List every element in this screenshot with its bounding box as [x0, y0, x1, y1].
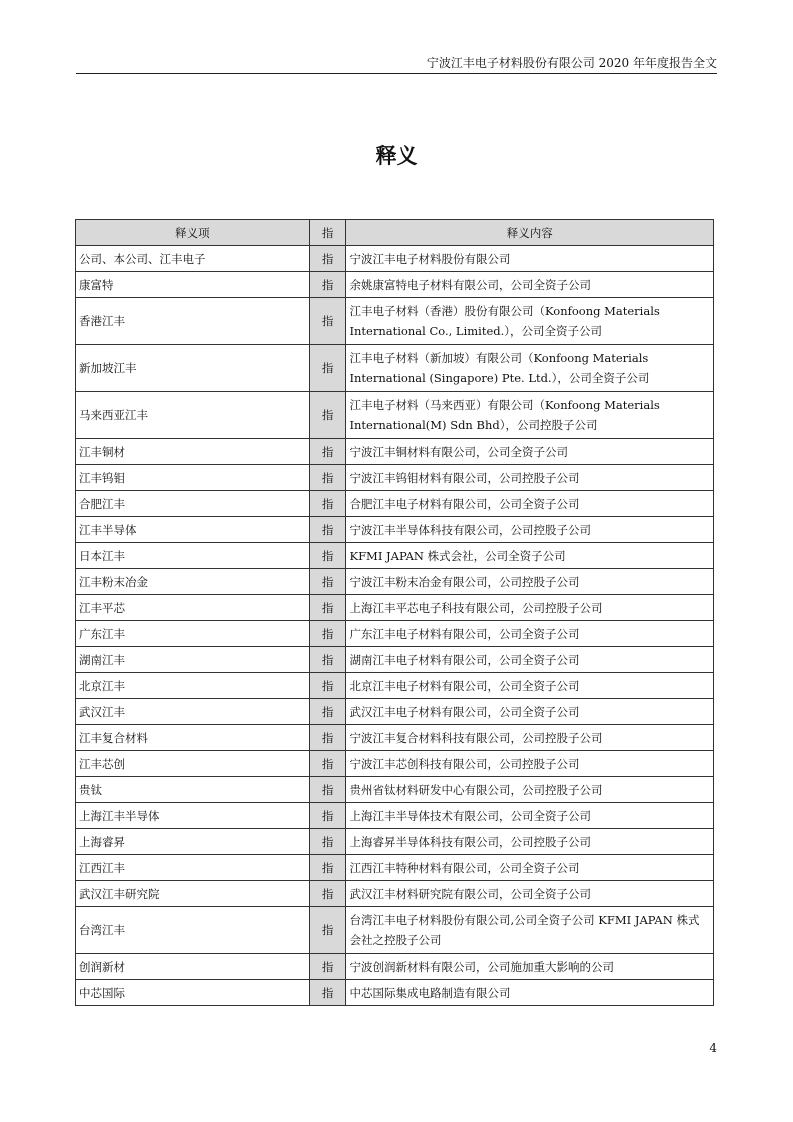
zhi-cell: 指	[309, 647, 346, 673]
definition-cell: 广东江丰电子材料有限公司，公司全资子公司	[346, 621, 714, 647]
term-cell: 江丰芯创	[76, 751, 310, 777]
definition-cell: 江丰电子材料（马来西亚）有限公司（Konfoong Materials International(M) Sdn Bhd），公司控股子公司	[346, 392, 714, 439]
term-cell: 日本江丰	[76, 543, 310, 569]
page-number: 4	[709, 1041, 717, 1055]
definition-cell: 宁波创润新材料有限公司，公司施加重大影响的公司	[346, 954, 714, 980]
term-cell: 武汉江丰研究院	[76, 881, 310, 907]
header-zhi: 指	[309, 220, 346, 246]
table-row	[76, 465, 714, 491]
definition-cell: 合肥江丰电子材料有限公司，公司全资子公司	[346, 491, 714, 517]
table-row	[76, 829, 714, 855]
zhi-cell: 指	[309, 491, 346, 517]
definition-cell: 中芯国际集成电路制造有限公司	[346, 980, 714, 1006]
definition-cell: 江丰电子材料（新加坡）有限公司（Konfoong Materials International (Singapore) Pte. Ltd.），公司全资子公司	[346, 345, 714, 392]
zhi-cell: 指	[309, 881, 346, 907]
table-row	[76, 439, 714, 465]
zhi-cell: 指	[309, 569, 346, 595]
term-cell: 中芯国际	[76, 980, 310, 1006]
zhi-cell: 指	[309, 699, 346, 725]
term-cell: 新加坡江丰	[76, 345, 310, 392]
table-row	[76, 803, 714, 829]
table-row	[76, 621, 714, 647]
running-header: 宁波江丰电子材料股份有限公司 2020 年年度报告全文	[426, 56, 717, 70]
table-row	[76, 907, 714, 954]
term-cell: 香港江丰	[76, 298, 310, 345]
term-cell: 江丰半导体	[76, 517, 310, 543]
term-cell: 江丰平芯	[76, 595, 310, 621]
term-cell: 上海江丰半导体	[76, 803, 310, 829]
table-row	[76, 246, 714, 272]
zhi-cell: 指	[309, 298, 346, 345]
definition-cell: 宁波江丰芯创科技有限公司，公司控股子公司	[346, 751, 714, 777]
definition-cell: 江西江丰特种材料有限公司，公司全资子公司	[346, 855, 714, 881]
definition-cell: 上海江丰平芯电子科技有限公司，公司控股子公司	[346, 595, 714, 621]
term-cell: 马来西亚江丰	[76, 392, 310, 439]
definition-cell: 余姚康富特电子材料有限公司，公司全资子公司	[346, 272, 714, 298]
definition-cell: KFMI JAPAN 株式会社，公司全资子公司	[346, 543, 714, 569]
term-cell: 公司、本公司、江丰电子	[76, 246, 310, 272]
term-cell: 台湾江丰	[76, 907, 310, 954]
term-cell: 合肥江丰	[76, 491, 310, 517]
table-row	[76, 647, 714, 673]
page-title: 释义	[375, 144, 418, 168]
zhi-cell: 指	[309, 725, 346, 751]
zhi-cell: 指	[309, 465, 346, 491]
table-row	[76, 491, 714, 517]
zhi-cell: 指	[309, 673, 346, 699]
definition-cell: 北京江丰电子材料有限公司，公司全资子公司	[346, 673, 714, 699]
term-cell: 北京江丰	[76, 673, 310, 699]
zhi-cell: 指	[309, 517, 346, 543]
table-header-row	[76, 220, 714, 246]
term-cell: 江丰铜材	[76, 439, 310, 465]
definition-cell: 宁波江丰半导体科技有限公司，公司控股子公司	[346, 517, 714, 543]
table-row	[76, 954, 714, 980]
table-row	[76, 392, 714, 439]
table-row	[76, 699, 714, 725]
term-cell: 江西江丰	[76, 855, 310, 881]
table-row	[76, 569, 714, 595]
table-row	[76, 777, 714, 803]
term-cell: 江丰复合材料	[76, 725, 310, 751]
zhi-cell: 指	[309, 980, 346, 1006]
zhi-cell: 指	[309, 345, 346, 392]
table-row	[76, 517, 714, 543]
table-row	[76, 751, 714, 777]
definition-cell: 台湾江丰电子材料股份有限公司,公司全资子公司 KFMI JAPAN 株式会社之控股子公司	[346, 907, 714, 954]
zhi-cell: 指	[309, 954, 346, 980]
table-row	[76, 345, 714, 392]
zhi-cell: 指	[309, 803, 346, 829]
header-definition: 释义内容	[346, 220, 714, 246]
term-cell: 广东江丰	[76, 621, 310, 647]
term-cell: 江丰钨钼	[76, 465, 310, 491]
zhi-cell: 指	[309, 855, 346, 881]
definition-cell: 宁波江丰电子材料股份有限公司	[346, 246, 714, 272]
table-row	[76, 595, 714, 621]
term-cell: 武汉江丰	[76, 699, 310, 725]
table-row	[76, 881, 714, 907]
header-rule	[76, 73, 717, 74]
definition-cell: 贵州省钛材料研发中心有限公司，公司控股子公司	[346, 777, 714, 803]
definition-cell: 宁波江丰铜材料有限公司，公司全资子公司	[346, 439, 714, 465]
zhi-cell: 指	[309, 246, 346, 272]
table-row	[76, 980, 714, 1006]
term-cell: 创润新材	[76, 954, 310, 980]
term-cell: 上海睿昇	[76, 829, 310, 855]
header-term: 释义项	[76, 220, 310, 246]
term-cell: 湖南江丰	[76, 647, 310, 673]
table-row	[76, 298, 714, 345]
term-cell: 康富特	[76, 272, 310, 298]
definition-cell: 武汉江丰电子材料有限公司，公司全资子公司	[346, 699, 714, 725]
definition-cell: 湖南江丰电子材料有限公司，公司全资子公司	[346, 647, 714, 673]
table-row	[76, 855, 714, 881]
definition-cell: 武汉江丰材料研究院有限公司，公司全资子公司	[346, 881, 714, 907]
zhi-cell: 指	[309, 439, 346, 465]
table-row	[76, 673, 714, 699]
term-cell: 贵钛	[76, 777, 310, 803]
zhi-cell: 指	[309, 751, 346, 777]
zhi-cell: 指	[309, 392, 346, 439]
zhi-cell: 指	[309, 829, 346, 855]
table-row	[76, 272, 714, 298]
zhi-cell: 指	[309, 621, 346, 647]
zhi-cell: 指	[309, 777, 346, 803]
definition-cell: 宁波江丰粉末冶金有限公司，公司控股子公司	[346, 569, 714, 595]
definition-cell: 宁波江丰复合材料科技有限公司，公司控股子公司	[346, 725, 714, 751]
zhi-cell: 指	[309, 595, 346, 621]
table-row	[76, 543, 714, 569]
definition-cell: 江丰电子材料（香港）股份有限公司（Konfoong Materials International Co., Limited.），公司全资子公司	[346, 298, 714, 345]
definition-cell: 上海江丰半导体技术有限公司，公司全资子公司	[346, 803, 714, 829]
definition-cell: 宁波江丰钨钼材料有限公司，公司控股子公司	[346, 465, 714, 491]
table-row	[76, 725, 714, 751]
definitions-table	[75, 219, 714, 1006]
term-cell: 江丰粉末冶金	[76, 569, 310, 595]
zhi-cell: 指	[309, 907, 346, 954]
zhi-cell: 指	[309, 543, 346, 569]
definition-cell: 上海睿昇半导体科技有限公司，公司控股子公司	[346, 829, 714, 855]
zhi-cell: 指	[309, 272, 346, 298]
